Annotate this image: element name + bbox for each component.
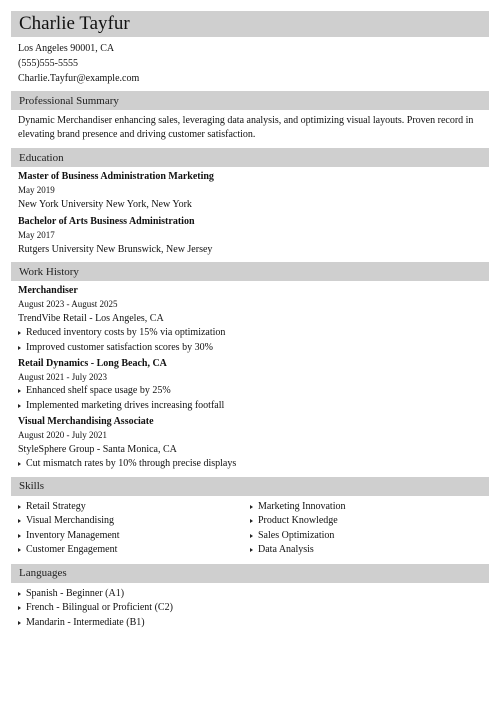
- contact-phone: (555)555-5555: [18, 58, 78, 69]
- job-dates: August 2023 - August 2025: [18, 299, 118, 309]
- languages-heading: Languages: [19, 567, 67, 579]
- skills-column-left: [18, 500, 250, 558]
- skill-item: Inventory Management: [18, 529, 250, 544]
- education-entry: [18, 215, 482, 257]
- job-title: Merchandiser: [18, 285, 78, 296]
- skills-column-right: [250, 500, 482, 558]
- skill-item: Retail Strategy: [18, 500, 250, 515]
- education-school: New York University New York, New York: [18, 199, 192, 210]
- education-date: May 2019: [18, 185, 55, 195]
- education-section-header: [11, 148, 489, 167]
- name-header: [11, 11, 489, 37]
- education-entry: [18, 170, 482, 212]
- summary-heading: Professional Summary: [19, 94, 119, 107]
- skills-heading: Skills: [19, 480, 45, 492]
- skill-item: Marketing Innovation: [250, 500, 482, 515]
- summary-section-header: [11, 91, 489, 110]
- education-degree: Master of Business Administration Marketing: [18, 171, 214, 182]
- job-bullet: Implemented marketing drives increasing footfall: [18, 399, 482, 414]
- job-entry: [18, 415, 482, 472]
- job-bullets: [18, 326, 482, 355]
- skill-item: Customer Engagement: [18, 543, 250, 558]
- job-title: Retail Dynamics - Long Beach, CA: [18, 358, 167, 369]
- languages-list: [11, 583, 489, 631]
- job-bullet: Reduced inventory costs by 15% via optimization: [18, 326, 482, 341]
- language-item: Spanish - Beginner (A1): [18, 587, 482, 602]
- job-dates: August 2021 - July 2023: [18, 372, 108, 382]
- job-company: StyleSphere Group - Santa Monica, CA: [18, 444, 177, 455]
- job-company: TrendVibe Retail - Los Angeles, CA: [18, 313, 164, 324]
- skills-list: [11, 496, 489, 564]
- work-section-header: [11, 262, 489, 281]
- education-date: May 2017: [18, 230, 55, 240]
- education-school: Rutgers University New Brunswick, New Jersey: [18, 244, 213, 255]
- languages-section-header: [11, 564, 489, 583]
- contact-info: [11, 41, 489, 86]
- language-item: French - Bilingual or Proficient (C2): [18, 601, 482, 616]
- education-degree: Bachelor of Arts Business Administration: [18, 216, 195, 227]
- education-heading: Education: [19, 151, 64, 164]
- summary-text: Dynamic Merchandiser enhancing sales, leveraging data analysis, and optimizing visual layouts. Proven record in elevating brand presence and driving customer satisfaction.: [18, 115, 474, 140]
- job-dates: August 2020 - July 2021: [18, 430, 108, 440]
- contact-email: Charlie.Tayfur@example.com: [18, 73, 140, 84]
- skill-item: Visual Merchandising: [18, 514, 250, 529]
- skill-item: Product Knowledge: [250, 514, 482, 529]
- contact-address: Los Angeles 90001, CA: [18, 43, 115, 54]
- job-entry: [18, 284, 482, 355]
- job-bullet: Improved customer satisfaction scores by 30%: [18, 341, 482, 356]
- job-bullets: [18, 384, 482, 413]
- skill-item: Sales Optimization: [250, 529, 482, 544]
- job-bullets: [18, 457, 482, 472]
- education-list: [11, 167, 489, 262]
- language-item: Mandarin - Intermediate (B1): [18, 616, 482, 631]
- skills-section-header: [11, 477, 489, 496]
- job-title: Visual Merchandising Associate: [18, 416, 154, 427]
- work-heading: Work History: [19, 265, 79, 278]
- job-entry: [18, 357, 482, 413]
- candidate-name: Charlie Tayfur: [19, 13, 130, 34]
- job-bullet: Enhanced shelf space usage by 25%: [18, 384, 482, 399]
- job-bullet: Cut mismatch rates by 10% through precise displays: [18, 457, 482, 472]
- skill-item: Data Analysis: [250, 543, 482, 558]
- work-list: [11, 281, 489, 477]
